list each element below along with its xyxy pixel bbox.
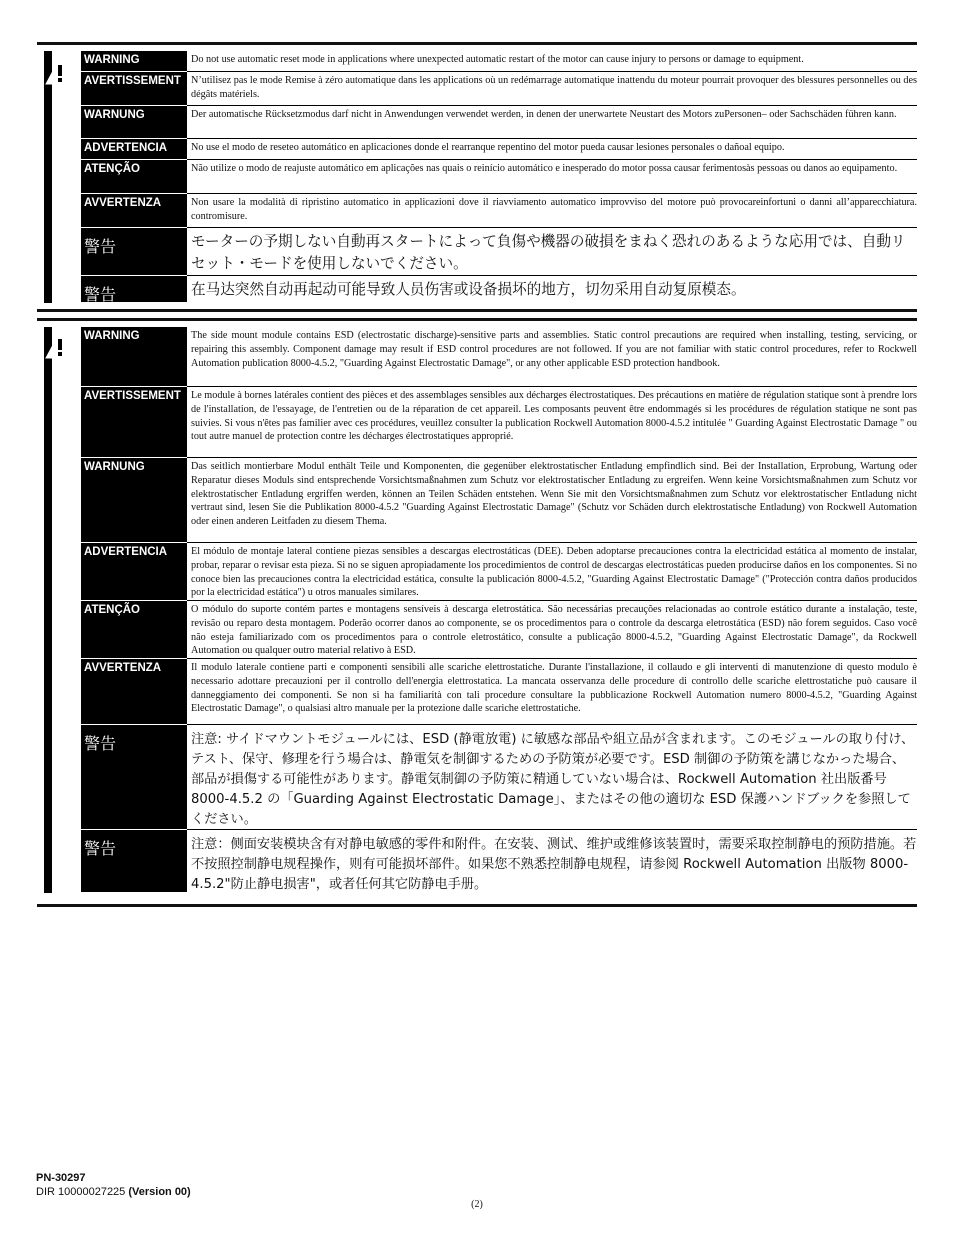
row-text: The side mount module contains ESD (electrostatic discharge)-sensitive parts and assemblies. Static control precautions are required when installing, testing, servicing, or repairing this assembly. Component damage may result if ESD control procedures are not followed. If you are not familiar with static control procedures, refer to Rockwell Automation publication 8000-4.5.2, "Guarding Against Electrostatic Damage", or any other applicable ESD protection handbook.	[187, 327, 917, 387]
row-text: No use el modo de reseteo automático en aplicaciones donde el rearranque repentino del motor pueda causar lesiones personales o dañoal equipo.	[187, 139, 917, 160]
warning-row-en	[81, 51, 917, 72]
top-rule-2	[37, 318, 917, 321]
row-text: N’utilisez pas le mode Remise à zéro automatique dans les applications où un redémarrage automatique inattendu du moteur pourrait provoquer des blessures personnelles ou des dégâts matériels.	[187, 72, 917, 106]
part-number: PN-30297	[36, 1172, 86, 1184]
warning-row-fr	[81, 72, 917, 106]
warning-triangle-icon	[45, 331, 75, 359]
row-label: AVERTISSEMENT	[81, 72, 187, 106]
row-label: 警告	[81, 725, 187, 830]
version-label: (Version 00)	[128, 1186, 191, 1198]
warning-row-zh	[81, 830, 917, 893]
row-label: 警告	[81, 276, 187, 303]
warning-row-de	[81, 458, 917, 543]
warning-row-it	[81, 659, 917, 725]
warning-row-en	[81, 327, 917, 387]
row-label: ATENÇÃO	[81, 160, 187, 194]
row-label: 警告	[81, 830, 187, 893]
row-text: O módulo do suporte contém partes e montagens sensíveis à descarga eletrostática. São necessárias precauções relacionadas ao controle estático durante a instalação, teste, revisão ou reparo desta montagem. Poderão ocorrer danos ao componente, se os procedimentos para o controle da descarga eletrostática (ESD) não forem seguidos. Caso você não esteja familiarizado com os procedimentos para o controle eletrostático, consulte a publicação 8000-4.5.2, "Guarding Against Electrostatic Damage", da Rockwell Automation ou qualquer outro material relativo à ESD.	[187, 601, 917, 659]
warning-row-ja	[81, 725, 917, 830]
row-label: AVVERTENZA	[81, 194, 187, 228]
dir-number: DIR 10000027225	[36, 1186, 126, 1198]
warning-row-fr	[81, 387, 917, 458]
row-text: Não utilize o modo de reajuste automático em aplicações nas quais o reinício automático e inesperado do motor possa causar ferimentosàs pessoas ou danos ao equipamento.	[187, 160, 917, 194]
row-text: Do not use automatic reset mode in applications where unexpected automatic restart of the motor can cause injury to persons or damage to equipment.	[187, 51, 917, 72]
row-text: Il modulo laterale contiene parti e componenti sensibili alle scariche elettrostatiche. Durante l'installazione, il collaudo e gli interventi di manutenzione di questo modulo è necessario adottare precauzioni per il controllo dell'energia elettrostatica. La mancata osservanza delle procedure di controllo delle scariche elettrostatiche può causare il danneggiamento dei componenti. Se non si ha familiarità con tali procedure consultare la pubblicazione Rockwell Automation numero 8000-4.5.2, "Guarding Against Electrostatic Damage", o qualsiasi altro manuale per la protezione dalle scariche elettrostatiche.	[187, 659, 917, 725]
row-text: Le module à bornes latérales contient des pièces et des assemblages sensibles aux décharges électrostatiques. Des précautions en matière de régulation statique sont à prendre lors de l'installation, de l'essayage, de l'entretien ou de la réparation de cet appareil. Les composants peuvent être endommagés si les procédures de régulation statique ne sont pas suivies. Si vous n'êtes pas familier avec ces procédures, veuillez consulter la publication Rockwell Automation 8000-4.5.2 intitulée " Guarding Against Electrostatic Damage " ou tout autre manuel de protection contre les décharges électrostatiques approprié.	[187, 387, 917, 458]
row-label: AVVERTENZA	[81, 659, 187, 725]
warning-row-it	[81, 194, 917, 228]
row-label: WARNUNG	[81, 106, 187, 139]
row-text: 注意: サイドマウントモジュールには、ESD (静電放電) に敏感な部品や組立品が含まれます。このモジュールの取り付け、テスト、保守、修理を行う場合は、静電気を制御するための予防策が必要です。ESD 制御の予防策を講じなかった場合、部品が損傷する可能性があります。静電気制御の予防策に精通していない場合は、Rockwell Automation 社出版番号 8000-4.5.2 の「Guarding Against Electrostatic Damage」、またはその他の適切な ESD 保護ハンドブックを参照してください。	[187, 725, 917, 830]
warning-rows	[81, 51, 917, 303]
row-text: モーターの予期しない自動再スタートによって負傷や機器の破損をまねく恐れのあるような応用では、自動リセット・モードを使用しないでください。	[187, 228, 917, 276]
row-label: WARNING	[81, 327, 187, 387]
page-number: (2)	[471, 1199, 483, 1210]
document-id	[36, 1186, 191, 1198]
warning-row-de	[81, 106, 917, 139]
warning-sidebar	[44, 327, 52, 893]
warning-row-es	[81, 543, 917, 601]
row-text: 注意：侧面安装模块含有对静电敏感的零件和附件。在安装、测试、维护或维修该装置时，需要采取控制静电的预防措施。若不按照控制静电规程操作，则有可能损坏部件。如果您不熟悉控制静电规程，请参阅 Rockwell Automation 出版物 8000-4.5.2"防止静电损害"，或者任何其它防静电手册。	[191, 837, 917, 892]
warning-triangle-icon	[45, 57, 75, 85]
row-label: ATENÇÃO	[81, 601, 187, 659]
warning-block-auto-reset	[37, 51, 917, 303]
warning-row-es	[81, 139, 917, 160]
warning-row-zh	[81, 276, 917, 303]
row-text: Non usare la modalità di ripristino automatico in applicazioni dove il riavviamento automatico improvviso del motore può provocareinfortuni o danni all’apparecchiatura. contromisure.	[187, 194, 917, 228]
row-text: Der automatische Rücksetzmodus darf nicht in Anwendungen verwendet werden, in denen der unerwartete Neustart des Motors zuPersonen– oder Sachschäden führen kann.	[187, 106, 917, 139]
row-text: Das seitlich montierbare Modul enthält Teile und Komponenten, die gegenüber elektrostatischer Entladung empfindlich sind. Bei der Installation, Erprobung, Wartung oder Reparatur dieses Moduls sind entsprechende Vorsichtsmaßnahmen zum Schutz vor elektrostatischer Entladung zu ergreifen. Wenn keine Vorsichtsmaßnahmen zum Schutz vor elektrostatischer Entladung ergriffen werden, können an Teilen Schäden entstehen. Wenn Sie mit den Vorsichtsmaßnahmen zum Schutz vor elektrostatischer Entladung nicht vertraut sind, lesen Sie die Publikation 8000-4.5.2 "Guarding Against Electrostatic Damage" (Schutz vor Schäden durch elektrostatische Entladung) von Rockwell Automation oder einen anderen Leitfaden zu diesem Thema.	[187, 458, 917, 543]
warning-rows	[81, 327, 917, 893]
row-text: 在马达突然自动再起动可能导致人员伤害或设备损坏的地方，切勿采用自动复原模态。	[191, 281, 746, 298]
top-rule-1	[37, 42, 917, 45]
row-label: WARNUNG	[81, 458, 187, 543]
row-label: AVERTISSEMENT	[81, 387, 187, 458]
warning-block-esd	[37, 327, 917, 893]
warning-row-ja	[81, 228, 917, 276]
warning-sidebar	[44, 51, 52, 303]
row-label: WARNING	[81, 51, 187, 72]
bottom-rule-2	[37, 904, 917, 907]
warning-row-pt	[81, 160, 917, 194]
row-label: 警告	[81, 228, 187, 276]
bottom-rule-1	[37, 309, 917, 312]
row-label: ADVERTENCIA	[81, 543, 187, 601]
warning-row-pt	[81, 601, 917, 659]
row-text: El módulo de montaje lateral contiene piezas sensibles a descargas electrostáticas (DEE). Deben adoptarse precauciones contra la electricidad estática al momento de instalar, probar, reparar o revisar esta pieza. Si no se siguen apropiadamente los procedimientos de control de descargas electrostáticas pueden producirse daños en los componentes. Si no conoce bien las precauciones contra la electricidad estática, consulte la publicación 8000-4.5.2, "Guarding Against Electrostatic Damage" ("Protección contra daños producidos por la electricidad estática") u otros manuales similares.	[187, 543, 917, 601]
row-label: ADVERTENCIA	[81, 139, 187, 160]
